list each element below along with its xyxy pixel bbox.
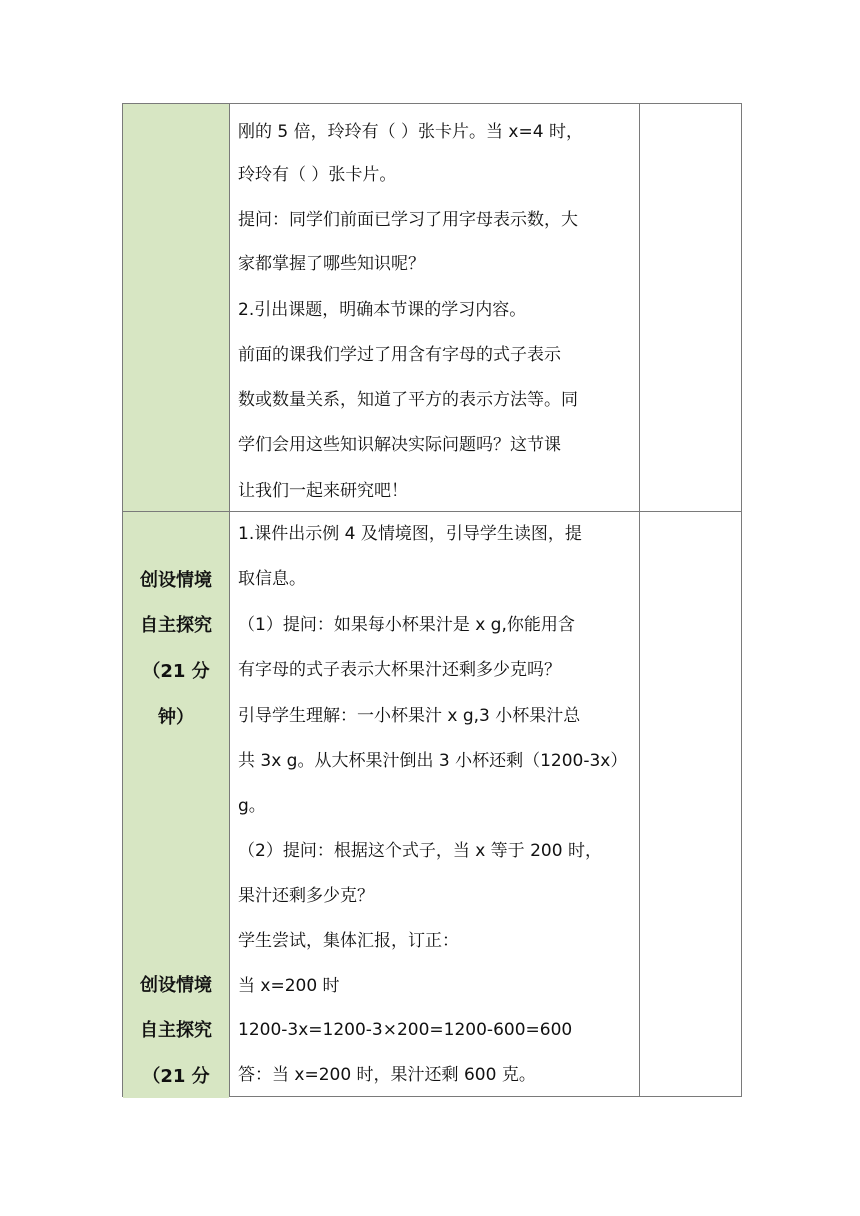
row1-line-9: 让我们一起来研究吧！: [238, 481, 408, 501]
row2-line-6: 共 3x g。从大杯果汁倒出 3 小杯还剩（1200-3x）: [238, 751, 628, 771]
row2-line-4: 有字母的式子表示大杯果汁还剩多少克吗？: [238, 660, 561, 680]
lesson-plan-table: [122, 103, 742, 1097]
row1-line-8: 学们会用这些知识解决实际问题吗？这节课: [238, 435, 561, 455]
row1-line-5: 2.引出课题，明确本节课的学习内容。: [238, 300, 527, 320]
stage-label-a-3: （21 分: [142, 661, 210, 682]
column-divider-1: [229, 104, 230, 1096]
stage-label-a-2: 自主探究: [140, 615, 212, 636]
row2-line-11: 当 x=200 时: [238, 976, 340, 996]
label-column-bg-row2: [123, 512, 229, 1098]
stage-label-b-1: 创设情境: [140, 975, 212, 996]
row2-line-9: 果汁还剩多少克？: [238, 886, 374, 906]
row1-line-2: 玲玲有（ ）张卡片。: [238, 165, 397, 185]
row1-line-4: 家都掌握了哪些知识呢？: [238, 254, 425, 274]
row2-line-5: 引导学生理解：一小杯果汁 x g,3 小杯果汁总: [238, 706, 581, 726]
row1-line-6: 前面的课我们学过了用含有字母的式子表示: [238, 345, 561, 365]
stage-label-b-2: 自主探究: [140, 1020, 212, 1041]
row-divider: [123, 511, 741, 512]
row2-line-7: g。: [238, 796, 266, 816]
row2-line-12: 1200-3x=1200-3×200=1200-600=600: [238, 1020, 573, 1040]
row2-line-8: （2）提问：根据这个式子，当 x 等于 200 时，: [238, 841, 602, 861]
label-column-bg-row1: [123, 104, 229, 511]
row1-line-1: 刚的 5 倍，玲玲有（ ）张卡片。当 x=4 时，: [238, 122, 583, 142]
row2-line-1: 1.课件出示例 4 及情境图，引导学生读图，提: [238, 524, 582, 544]
row1-line-3: 提问：同学们前面已学习了用字母表示数，大: [238, 210, 578, 230]
row2-line-10: 学生尝试，集体汇报，订正：: [238, 931, 459, 951]
column-divider-2: [639, 104, 640, 1096]
stage-label-a-4: 钟）: [158, 707, 194, 728]
row2-line-3: （1）提问：如果每小杯果汁是 x g,你能用含: [238, 615, 575, 635]
row1-line-7: 数或数量关系，知道了平方的表示方法等。同: [238, 390, 578, 410]
row2-line-13: 答：当 x=200 时，果汁还剩 600 克。: [238, 1065, 536, 1085]
stage-label-b-3: （21 分: [142, 1066, 210, 1087]
stage-label-a-1: 创设情境: [140, 570, 212, 591]
row2-line-2: 取信息。: [238, 569, 306, 589]
